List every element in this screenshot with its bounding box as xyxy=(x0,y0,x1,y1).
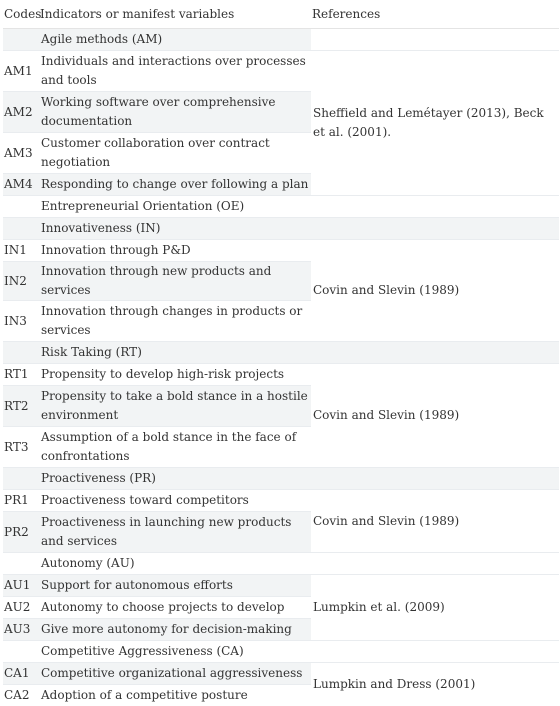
indicator-cell: Propensity to develop high-risk projects xyxy=(39,364,311,386)
reference-cell: Sheffield and Lemétayer (2013), Beck et al. (2001). xyxy=(311,51,559,196)
indicator-cell: Individuals and interactions over processes and tools xyxy=(39,51,311,92)
code-cell: IN1 xyxy=(3,240,39,262)
reference-cell: Lumpkin et al. (2009) xyxy=(311,575,559,641)
table-row xyxy=(3,490,559,512)
table-row xyxy=(3,364,559,386)
code-cell: CA1 xyxy=(3,663,39,685)
header-codes: Codes xyxy=(3,0,39,29)
reference-cell xyxy=(311,196,559,218)
code-cell: RT3 xyxy=(3,427,39,468)
code-cell: AM4 xyxy=(3,174,39,196)
section-row xyxy=(3,342,559,364)
table-row xyxy=(3,51,559,92)
table-row xyxy=(3,663,559,685)
reference-cell: Covin and Slevin (1989) xyxy=(311,364,559,468)
section-label: Agile methods (AM) xyxy=(39,29,311,51)
code-cell xyxy=(3,196,39,218)
code-cell: AU3 xyxy=(3,619,39,641)
code-cell xyxy=(3,553,39,575)
code-cell: AU1 xyxy=(3,575,39,597)
section-row xyxy=(3,196,559,218)
reference-cell xyxy=(311,29,559,51)
code-cell: AU2 xyxy=(3,597,39,619)
indicator-cell: Proactiveness toward competitors xyxy=(39,490,311,512)
section-label: Autonomy (AU) xyxy=(39,553,311,575)
code-cell: CA2 xyxy=(3,685,39,706)
section-label: Entrepreneurial Orientation (OE) xyxy=(39,196,311,218)
table-row xyxy=(3,575,559,597)
indicator-cell: Innovation through P&D xyxy=(39,240,311,262)
reference-cell xyxy=(311,218,559,240)
code-cell: RT2 xyxy=(3,386,39,427)
code-cell: IN3 xyxy=(3,301,39,342)
indicator-cell: Assumption of a bold stance in the face of confrontations xyxy=(39,427,311,468)
section-label: Competitive Aggressiveness (CA) xyxy=(39,641,311,663)
indicator-cell: Customer collaboration over contract negotiation xyxy=(39,133,311,174)
section-row xyxy=(3,468,559,490)
section-label: Innovativeness (IN) xyxy=(39,218,311,240)
reference-cell xyxy=(311,468,559,490)
indicator-cell: Competitive organizational aggressiveness xyxy=(39,663,311,685)
code-cell xyxy=(3,29,39,51)
indicators-table xyxy=(3,0,559,706)
reference-cell xyxy=(311,641,559,663)
section-label: Risk Taking (RT) xyxy=(39,342,311,364)
reference-cell: Covin and Slevin (1989) xyxy=(311,240,559,342)
code-cell xyxy=(3,641,39,663)
indicator-cell: Support for autonomous efforts xyxy=(39,575,311,597)
code-cell: IN2 xyxy=(3,262,39,301)
code-cell: AM1 xyxy=(3,51,39,92)
indicator-cell: Innovation through changes in products or services xyxy=(39,301,311,342)
indicator-cell: Autonomy to choose projects to develop xyxy=(39,597,311,619)
indicator-cell: Working software over comprehensive documentation xyxy=(39,92,311,133)
code-cell: AM2 xyxy=(3,92,39,133)
section-row xyxy=(3,553,559,575)
indicator-cell: Propensity to take a bold stance in a hostile environment xyxy=(39,386,311,427)
header-indicators: Indicators or manifest variables xyxy=(39,0,311,29)
code-cell: PR1 xyxy=(3,490,39,512)
indicator-cell: Innovation through new products and services xyxy=(39,262,311,301)
indicator-cell: Proactiveness in launching new products and services xyxy=(39,512,311,553)
code-cell xyxy=(3,218,39,240)
code-cell: PR2 xyxy=(3,512,39,553)
code-cell: AM3 xyxy=(3,133,39,174)
reference-cell xyxy=(311,553,559,575)
section-row xyxy=(3,218,559,240)
code-cell xyxy=(3,468,39,490)
section-row xyxy=(3,641,559,663)
header-references: References xyxy=(311,0,559,29)
indicator-cell: Adoption of a competitive posture xyxy=(39,685,311,706)
reference-cell: Covin and Slevin (1989) xyxy=(311,490,559,553)
indicator-cell: Responding to change over following a plan xyxy=(39,174,311,196)
code-cell xyxy=(3,342,39,364)
code-cell: RT1 xyxy=(3,364,39,386)
section-label: Proactiveness (PR) xyxy=(39,468,311,490)
table-row xyxy=(3,240,559,262)
reference-cell: Lumpkin and Dress (2001) xyxy=(311,663,559,706)
section-row xyxy=(3,29,559,51)
indicator-cell: Give more autonomy for decision-making xyxy=(39,619,311,641)
table-header-row xyxy=(3,0,559,29)
reference-cell xyxy=(311,342,559,364)
